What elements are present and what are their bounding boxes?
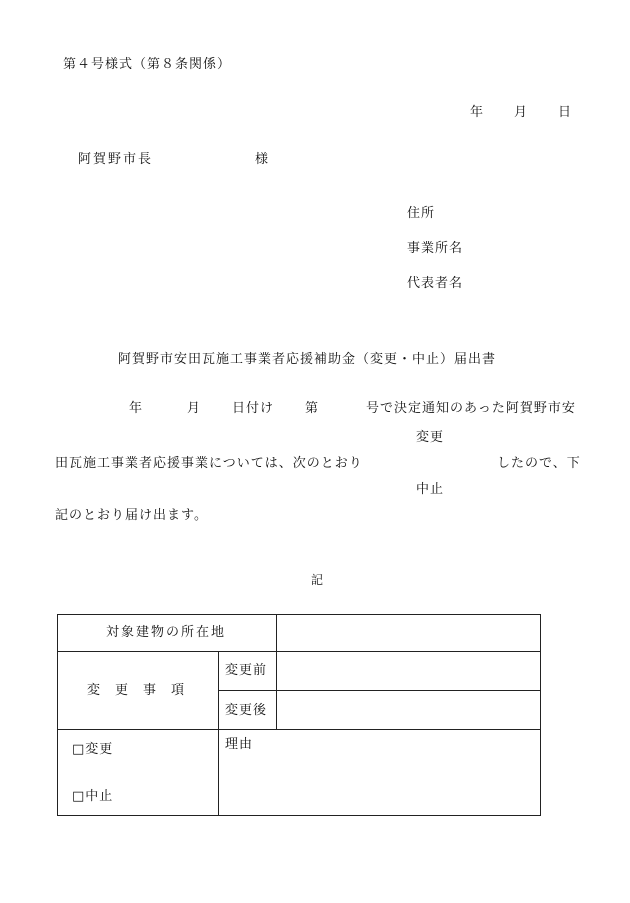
location-label: 対象建物の所在地 <box>106 625 227 640</box>
location-input-cell[interactable] <box>276 614 541 652</box>
recipient-honorific: 様 <box>255 152 270 167</box>
body-month: 月 <box>187 401 202 416</box>
body-line3: 記のとおり届け出ます。 <box>55 508 208 523</box>
before-label: 変更前 <box>225 663 268 678</box>
document-title: 阿賀野市安田瓦施工事業者応援補助金（変更・中止）届出書 <box>118 352 497 367</box>
recipient-name: 阿賀野市長 <box>78 152 154 167</box>
body-year: 年 <box>129 401 144 416</box>
body-line2-main: 田瓦施工事業者応援事業については、次のとおり <box>55 456 363 471</box>
after-label: 変更後 <box>225 703 268 718</box>
body-line2-tail: したので、下 <box>497 456 581 471</box>
date-year-label: 年 <box>470 105 485 120</box>
option-change-text: 変更 <box>416 430 445 445</box>
address-label: 住所 <box>407 206 436 221</box>
change-items-label: 変 更 事 項 <box>87 683 186 698</box>
body-number-prefix: 第 <box>305 401 320 416</box>
ki-heading: 記 <box>311 573 325 587</box>
date-day-label: 日 <box>558 105 573 120</box>
date-month-label: 月 <box>514 105 529 120</box>
reason-label: 理由 <box>225 737 254 752</box>
before-input-cell[interactable] <box>276 651 541 691</box>
body-line1-rest: 号で決定通知のあった阿賀野市安 <box>366 401 576 416</box>
form-number: 第４号様式（第８条関係） <box>63 57 232 72</box>
body-date-suffix: 日付け <box>232 401 275 416</box>
checkbox-change[interactable]: □変更 <box>72 742 114 757</box>
business-name-label: 事業所名 <box>407 241 464 256</box>
representative-label: 代表者名 <box>407 276 464 291</box>
reason-cell[interactable] <box>218 729 541 816</box>
option-cancel-text: 中止 <box>416 482 445 497</box>
checkbox-cancel[interactable]: □中止 <box>72 789 114 804</box>
after-input-cell[interactable] <box>276 690 541 730</box>
